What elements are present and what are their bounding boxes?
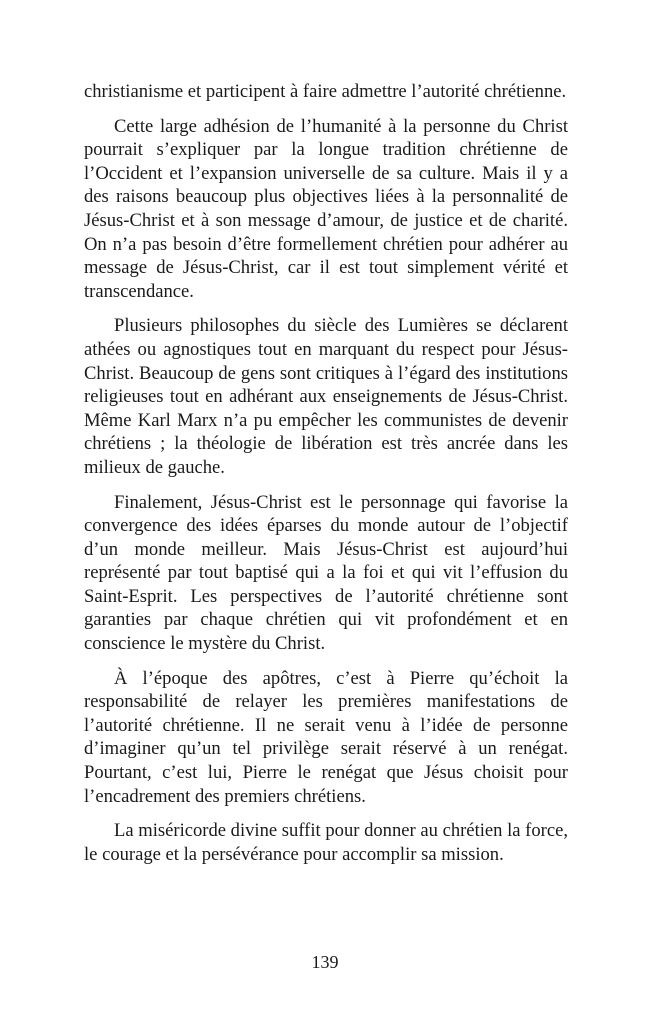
page-body <box>84 80 568 877</box>
page-number: 139 <box>311 952 339 972</box>
paragraph: La miséricorde divine suffit pour donner au chrétien la force, le courage et la persévérance pour accomplir sa mission. <box>84 820 568 865</box>
paragraph: Cette large adhésion de l’humanité à la personne du Christ pourrait s’expliquer par la longue tradition chrétienne de l’Occident et l’expansion universelle de sa culture. Mais il y a des raisons beaucoup plus objectives liées à la personnalité de Jésus-Christ et à son message d’amour, de justice et de charité. On n’a pas besoin d’être formellement chrétien pour adhérer au message de Jésus-Christ, car il est tout simplement vérité et transcendance. <box>84 115 568 302</box>
paragraph: À l’époque des apôtres, c’est à Pierre qu’échoit la responsabilité de relayer les premières manifestations de l’autorité chrétienne. Il ne serait venu à l’idée de personne d’imaginer qu’un tel privilège serait réservé à un renégat. Pourtant, c’est lui, Pierre le renégat que Jésus choisit pour l’encadrement des premiers chrétiens. <box>84 667 568 807</box>
paragraph: Finalement, Jésus-Christ est le personnage qui favorise la convergence des idées éparses du monde autour de l’objectif d’un monde meilleur. Mais Jésus-Christ est aujourd’hui représenté par tout baptisé qui a la foi et qui vit l’effusion du Saint-Esprit. Les perspectives de l’autorité chrétienne sont garanties par chaque chrétien qui vit profondément et en conscience le mystère du Christ. <box>84 491 568 655</box>
paragraph: Plusieurs philosophes du siècle des Lumières se déclarent athées ou agnostiques tout en marquant du respect pour Jésus-Christ. Beaucoup de gens sont critiques à l’égard des institutions religieuses tout en adhérant aux enseignements de Jésus-Christ. Même Karl Marx n’a pu empêcher les communistes de devenir chrétiens ; la théologie de libération est très ancrée dans les milieux de gauche. <box>84 315 568 478</box>
paragraph-continuation: christianisme et participent à faire admettre l’autorité chrétienne. <box>84 81 567 102</box>
